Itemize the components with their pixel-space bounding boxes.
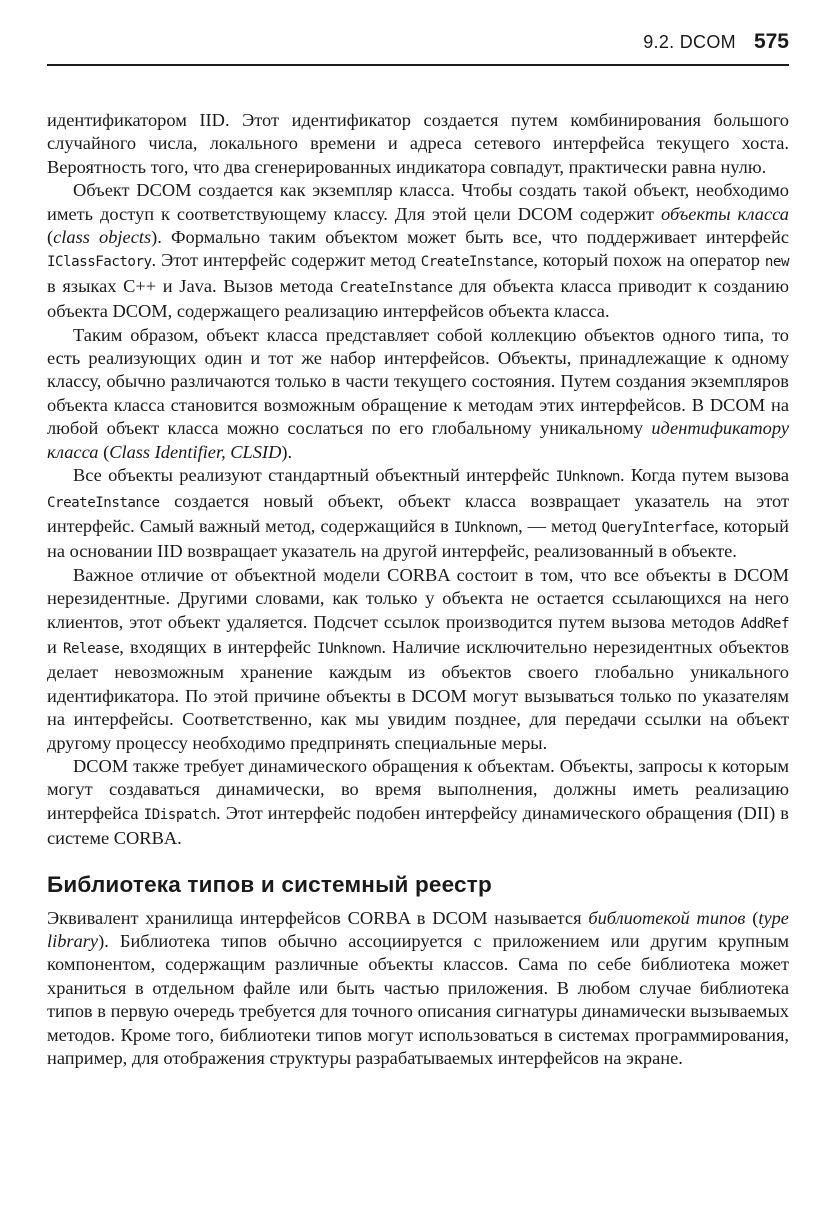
italic-term: type library [47, 907, 789, 951]
code-term: IUnknown [555, 469, 620, 486]
text-run: , который похож на оператор [533, 250, 765, 271]
paragraph [47, 464, 789, 564]
text-run: создается новый объект, объект класса возвращает указатель на этот интерфейс. Самый важный метод, содержащийся в [47, 490, 789, 536]
section-text [47, 907, 789, 1071]
text-run: Таким образом, объект класса представляет собой коллекцию объектов одного типа, то есть реализующих один и тот же набор интерфейсов. Объекты, принадлежащие к одному классу, обычно различаются только в части текущего состояния. Путем создания экземпляров объекта класса становится возможным обращение к методам этих интерфейсов. В DCOM на любой объект класса можно сослаться по его глобальному уникальному [47, 324, 789, 439]
code-term: IDispatch [143, 806, 217, 823]
code-term: new [764, 254, 789, 271]
paragraph [47, 907, 789, 1071]
paragraph [47, 324, 789, 464]
text-run: . Этот интерфейс содержит метод [151, 250, 421, 271]
code-term: IUnknown [453, 519, 519, 536]
italic-term: идентификатору класса [47, 418, 789, 462]
text-run: Объект DCOM создается как экземпляр класса. Чтобы создать такой объект, необходимо иметь доступ к соответствующему классу. Для этой цели DCOM содержит [47, 180, 789, 224]
section-reference: 9.2. DCOM [643, 32, 736, 52]
paragraph [47, 564, 789, 755]
text-run: ( [98, 441, 110, 462]
text-run: Важное отличие от объектной модели CORBA состоит в том, что все объекты в DCOM нерезидентные. Другими словами, как только у объекта не остается ссылающихся на него клиентов, этот объект удаляется. Подсчет ссылок производится путем вызова методов [47, 564, 789, 632]
text-run: ( [745, 907, 759, 928]
code-term: QueryInterface [601, 519, 715, 536]
code-term: CreateInstance [340, 279, 453, 296]
text-run: идентификатором IID. Этот идентификатор создается путем комбинирования большого случайного числа, локального времени и адреса сетевого интерфейса текущего хоста. Вероятность того, что два сгенерированных индикатора совпадут, практически равна нулю. [47, 110, 789, 177]
code-term: IUnknown [317, 640, 382, 657]
text-run: , который на основании IID возвращает указатель на другой интерфейс, реализованный в объекте. [47, 515, 789, 562]
italic-term: объекты класса [661, 203, 789, 224]
text-run: . Этот интерфейс подобен интерфейсу динамического обращения (DII) в системе CORBA. [47, 802, 789, 849]
code-term: Release [62, 640, 120, 657]
text-run: ). [281, 441, 293, 462]
text-run: , — метод [518, 515, 602, 536]
code-term: CreateInstance [420, 254, 534, 271]
italic-term: Class Identifier, CLSID [109, 441, 282, 462]
text-run: Все объекты реализуют стандартный объектный интерфейс [73, 465, 556, 486]
section-heading: Библиотека типов и системный реестр [47, 871, 492, 897]
page-body [47, 109, 789, 1070]
italic-term: библиотекой типов [588, 907, 746, 928]
text-run: , входящих в интерфейс [119, 636, 318, 657]
code-term: CreateInstance [47, 494, 160, 511]
text-run: и [47, 636, 63, 657]
book-page [47, 30, 789, 1070]
code-term: IClassFactory [47, 254, 152, 271]
running-header [47, 30, 789, 66]
text-run: . Когда путем вызова [619, 465, 789, 486]
text-run: Эквивалент хранилища интерфейсов CORBA в DCOM называется [47, 907, 589, 928]
text-run: . Наличие исключительно нерезидентных объектов делает невозможным хранение каждым из объектов своего глобально уникального идентификатора. По этой причине объекты в DCOM могут вызываться только по указателям на интерфейсы. Соответственно, как мы увидим позднее, для передачи ссылки на объект другому процессу необходимо предпринять специальные меры. [47, 636, 789, 753]
italic-term: class objects [53, 227, 152, 248]
text-run: ( [47, 227, 54, 248]
paragraph [47, 109, 789, 179]
code-term: AddRef [740, 615, 789, 632]
text-run: ). Библиотека типов обычно ассоциируется с приложением или другим крупным компонентом, содержащим различные объекты классов. Сама по себе библиотека может храниться в отдельном файле или быть частью приложения. В любом случае библиотека типов в первую очередь требуется для точного описания сигнатуры динамически вызываемых методов. Кроме того, библиотеки типов могут использоваться в системах программирования, например, для отображения структуры разрабатываемых интерфейсов на экране. [47, 931, 789, 1069]
paragraph [47, 755, 789, 851]
text-run: для объекта класса приводит к созданию объекта DCOM, содержащего реализацию интерфейсов объекта класса. [47, 275, 789, 322]
text-run: в языках C++ и Java. Вызов метода [47, 275, 341, 296]
page-number: 575 [753, 30, 789, 53]
paragraph [47, 179, 789, 323]
main-text [47, 109, 789, 851]
text-run: DCOM также требует динамического обращения к объектам. Объекты, запросы к которым могут создаваться динамически, во время выполнения, должны иметь реализацию интерфейса [47, 755, 789, 823]
text-run: ). Формально таким объектом может быть все, что поддерживает интерфейс [151, 227, 789, 248]
